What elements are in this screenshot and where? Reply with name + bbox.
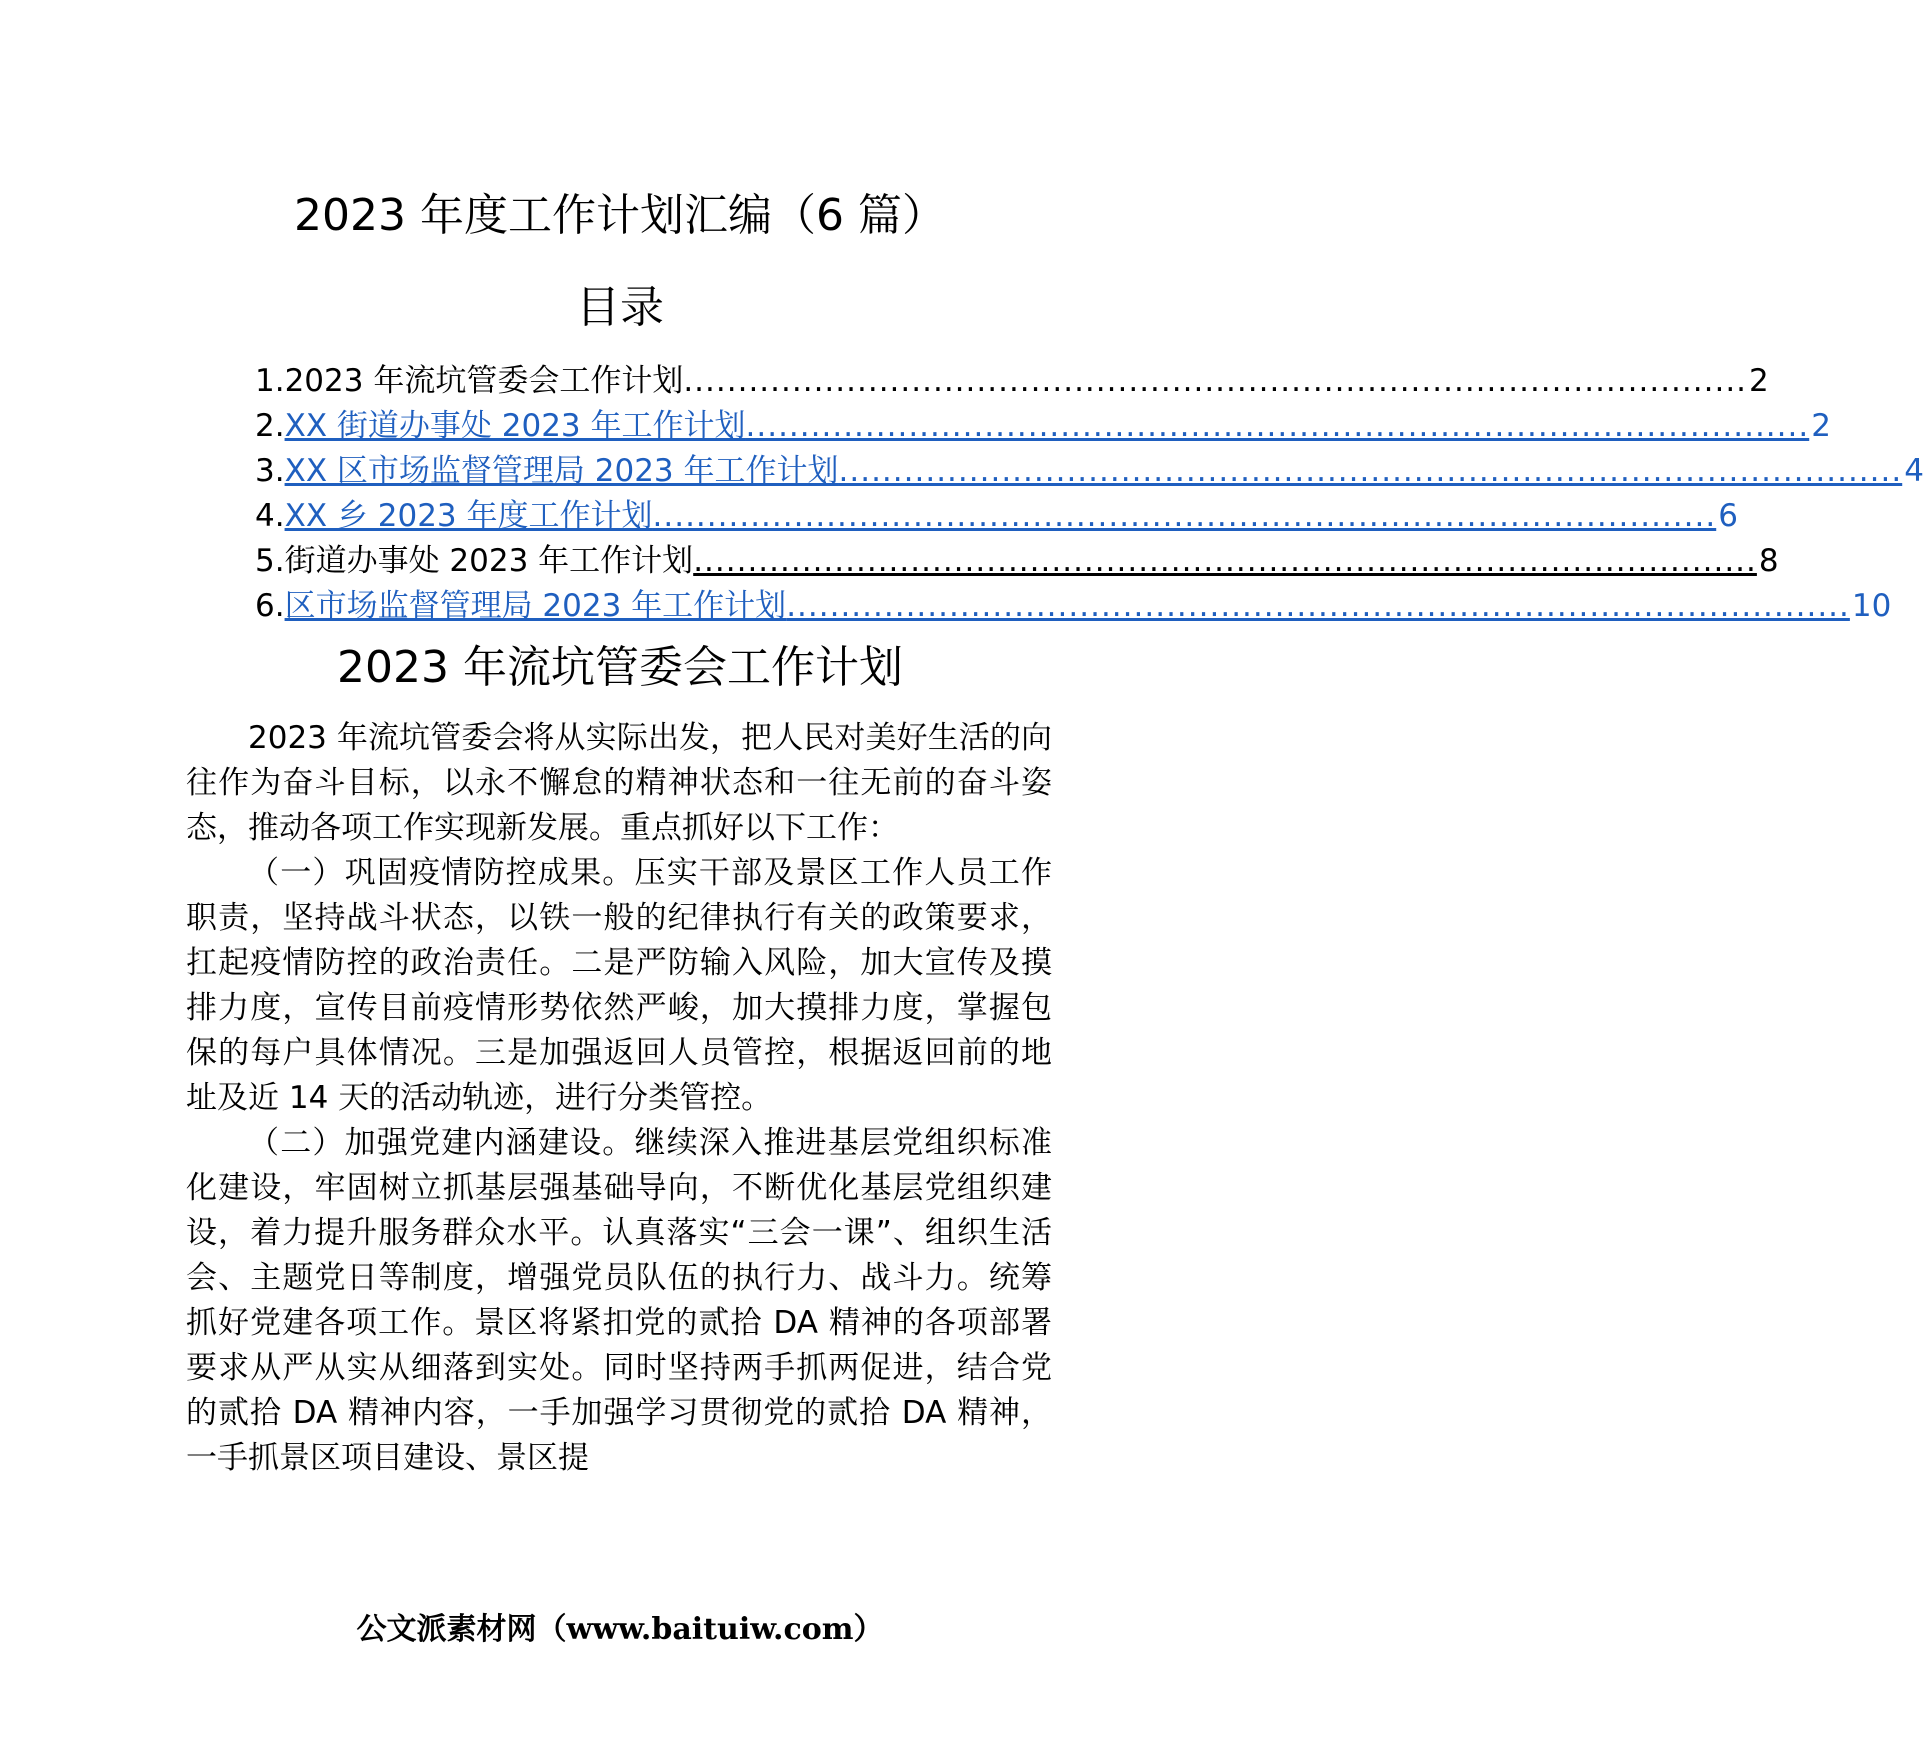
table-of-contents <box>255 355 1924 625</box>
toc-item-number: 3. <box>255 453 285 489</box>
toc-leader: .................................................................................................. <box>652 498 1717 534</box>
toc-item-6[interactable] <box>255 580 1892 625</box>
toc-leader: .................................................................................................. <box>683 363 1748 399</box>
toc-page-number: 4 <box>1904 453 1924 489</box>
toc-item-3[interactable] <box>255 445 1924 490</box>
toc-item-link[interactable]: XX 乡 2023 年度工作计划 <box>284 498 653 534</box>
toc-item-2[interactable] <box>255 400 1831 445</box>
toc-item-1[interactable] <box>255 355 1769 400</box>
toc-item-number: 1. <box>255 363 285 399</box>
paragraph-intro: 2023 年流坑管委会将从实际出发，把人民对美好生活的向往作为奋斗目标，以永不懈怠的精神状态和一往无前的奋斗姿态，推动各项工作实现新发展。重点抓好以下工作： <box>186 720 1052 846</box>
toc-item-number: 5. <box>255 543 285 579</box>
toc-item-link[interactable]: XX 区市场监督管理局 2023 年工作计划 <box>284 453 839 489</box>
toc-page-number: 2 <box>1749 363 1769 399</box>
toc-item-link[interactable]: XX 街道办事处 2023 年工作计划 <box>284 408 746 444</box>
toc-item-number: 6. <box>255 588 285 624</box>
toc-page-number: 2 <box>1811 408 1831 444</box>
toc-page-number: 10 <box>1851 588 1892 624</box>
document-title: 2023 年度工作计划汇编（6 篇） <box>294 190 946 241</box>
section-title: 2023 年流坑管委会工作计划 <box>337 642 903 693</box>
toc-item-number: 2. <box>255 408 285 444</box>
toc-heading: 目录 <box>576 282 664 333</box>
section-body <box>186 716 1052 1481</box>
paragraph-2: （二）加强党建内涵建设。继续深入推进基层党组织标准化建设，牢固树立抓基层强基础导向，不断优化基层党组织建设，着力提升服务群众水平。认真落实“三会一课”、组织生活会、主题党日等制度，增强党员队伍的执行力、战斗力。统筹抓好党建各项工作。景区将紧扣党的贰拾 DA 精神的各项部署要求从严从实从细落到实处。同时坚持两手抓两促进，结合党的贰拾 DA 精神内容，一手加强学习贯彻党的贰拾 DA 精神，一手抓景区项目建设、景区提 <box>186 1125 1052 1476</box>
footer-watermark: 公文派素材网（www.baituiw.com） <box>356 1612 884 1647</box>
toc-item-link[interactable]: 区市场监督管理局 2023 年工作计划 <box>284 588 787 624</box>
paragraph-1: （一）巩固疫情防控成果。压实干部及景区工作人员工作职责，坚持战斗状态，以铁一般的纪律执行有关的政策要求，扛起疫情防控的政治责任。二是严防输入风险，加大宣传及摸排力度，宣传目前疫情形势依然严峻，加大摸排力度，掌握包保的每户具体情况。三是加强返回人员管控，根据返回前的地址及近 14 天的活动轨迹，进行分类管控。 <box>186 855 1052 1116</box>
toc-leader: .................................................................................................. <box>693 543 1757 579</box>
toc-leader: .................................................................................................. <box>838 453 1903 489</box>
toc-leader: .................................................................................................. <box>786 588 1850 624</box>
toc-item-label: 街道办事处 2023 年工作计划 <box>284 543 694 579</box>
toc-page-number: 8 <box>1758 543 1779 579</box>
toc-item-number: 4. <box>255 498 285 534</box>
toc-item-label: 2023 年流坑管委会工作计划 <box>284 363 684 399</box>
toc-leader: .................................................................................................. <box>745 408 1810 444</box>
toc-page-number: 6 <box>1718 498 1738 534</box>
toc-item-4[interactable] <box>255 490 1738 535</box>
toc-item-5[interactable] <box>255 535 1779 580</box>
